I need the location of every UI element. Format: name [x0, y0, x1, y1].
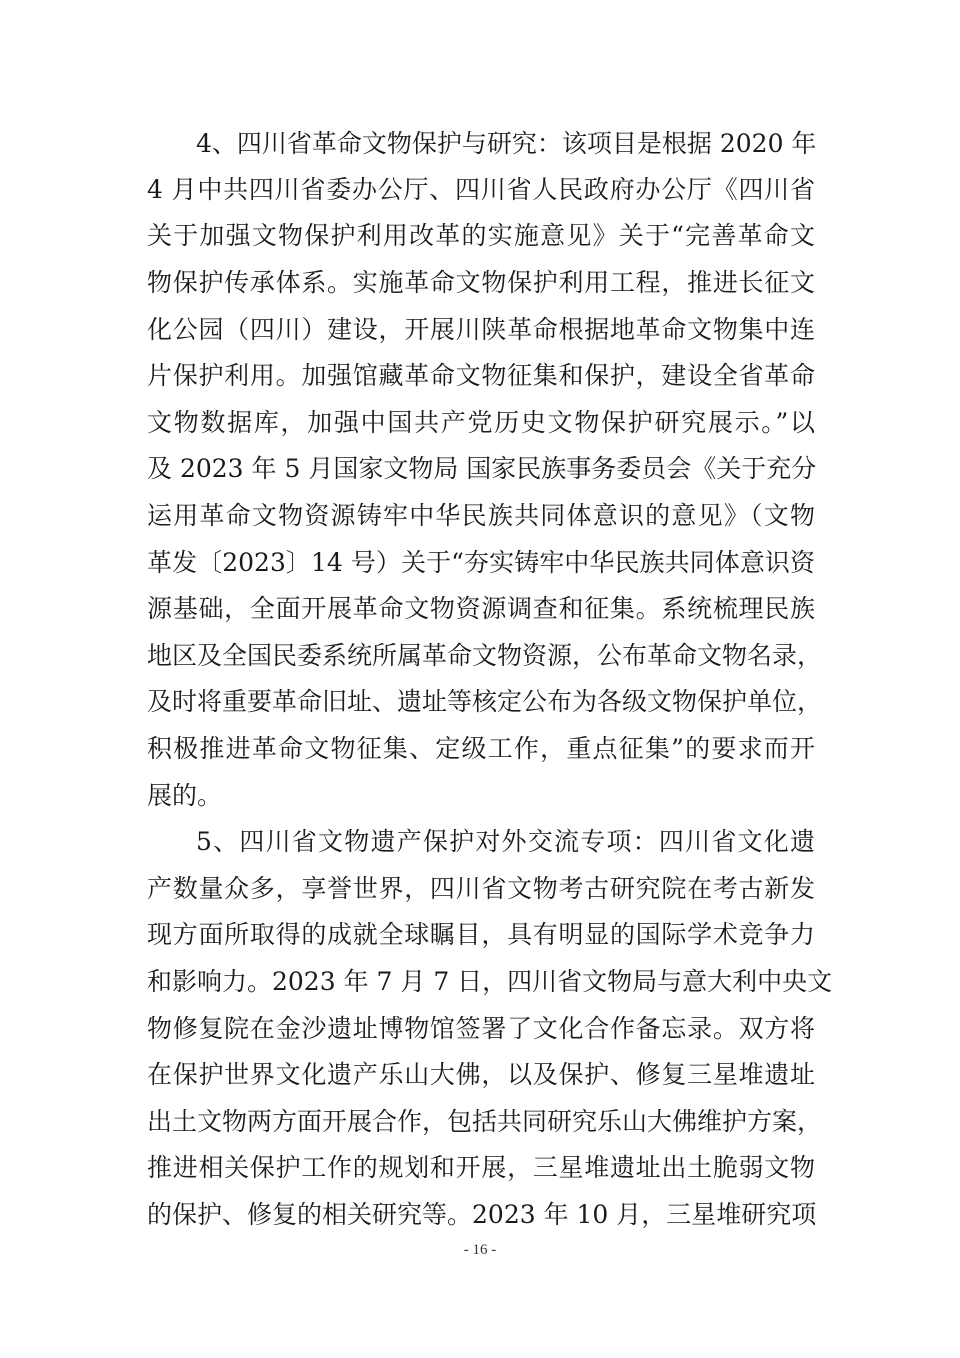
paragraph-2-line-3: 现方面所取得的成就全球瞩目，具有明显的国际学术竞争力 — [147, 920, 815, 949]
paragraph-1-line-15: 展的。 — [147, 781, 223, 810]
paragraph-1-line-5: 化公园（四川）建设，开展川陕革命根据地革命文物集中连 — [147, 315, 815, 344]
paragraph-2-line-6: 在保护世界文化遗产乐山大佛，以及保护、修复三星堆遗址 — [147, 1060, 815, 1089]
paragraph-1-line-1: 4、四川省革命文物保护与研究：该项目是根据 2020 年 — [196, 129, 817, 158]
paragraph-1-line-4: 物保护传承体系。实施革命文物保护利用工程，推进长征文 — [147, 268, 815, 297]
paragraph-2-line-8: 推进相关保护工作的规划和开展，三星堆遗址出土脆弱文物 — [147, 1153, 815, 1182]
paragraph-2-line-9: 的保护、修复的相关研究等。2023 年 10 月，三星堆研究项 — [147, 1200, 817, 1229]
paragraph-2-line-1: 5、四川省文物遗产保护对外交流专项：四川省文化遗 — [196, 827, 815, 856]
paragraph-1-line-11: 源基础，全面开展革命文物资源调查和征集。系统梳理民族 — [147, 594, 815, 623]
paragraph-1-line-13: 及时将重要革命旧址、遗址等核定公布为各级文物保护单位， — [147, 687, 823, 716]
paragraph-1-line-3: 关于加强文物保护利用改革的实施意见》关于“完善革命文 — [147, 221, 815, 250]
paragraph-1-line-12: 地区及全国民委系统所属革命文物资源，公布革命文物名录， — [147, 641, 823, 670]
paragraph-2-line-2: 产数量众多，享誉世界，四川省文物考古研究院在考古新发 — [147, 874, 815, 903]
paragraph-1-line-14: 积极推进革命文物征集、定级工作，重点征集”的要求而开 — [147, 734, 815, 763]
paragraph-1-line-10: 革发〔2023〕14 号）关于“夯实铸牢中华民族共同体意识资 — [147, 548, 815, 577]
paragraph-2-line-7: 出土文物两方面开展合作，包括共同研究乐山大佛维护方案， — [147, 1107, 823, 1136]
page-number: - 16 - — [463, 1242, 497, 1258]
paragraph-1-line-2: 4 月中共四川省委办公厅、四川省人民政府办公厅《四川省 — [147, 175, 815, 204]
paragraph-2-line-5: 物修复院在金沙遗址博物馆签署了文化合作备忘录。双方将 — [147, 1014, 815, 1043]
paragraph-1-line-6: 片保护利用。加强馆藏革命文物征集和保护，建设全省革命 — [147, 361, 815, 390]
paragraph-1-line-9: 运用革命文物资源铸牢中华民族共同体意识的意见》（文物 — [147, 501, 815, 530]
paragraph-1-line-7: 文物数据库，加强中国共产党历史文物保护研究展示。”以 — [147, 408, 815, 437]
paragraph-1-line-8: 及 2023 年 5 月国家文物局 国家民族事务委员会《关于充分 — [147, 454, 817, 483]
paragraph-2-line-4: 和影响力。2023 年 7 月 7 日，四川省文物局与意大利中央文 — [147, 967, 833, 996]
